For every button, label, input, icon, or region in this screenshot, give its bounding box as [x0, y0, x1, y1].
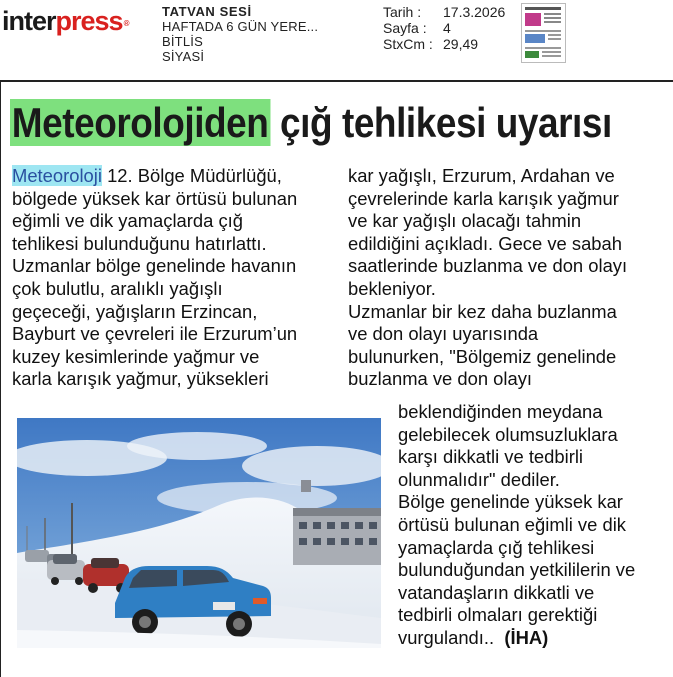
article-line: geçeceği, yağışların Erzincan,	[12, 300, 258, 322]
publication-name: TATVAN SESİ	[162, 4, 252, 19]
logo-part2: press	[55, 6, 123, 36]
article-line: edildiğini açıkladı. Gece ve sabah	[348, 232, 622, 254]
snowy-street-photo	[17, 418, 381, 648]
meta-label: Tarih :	[383, 4, 422, 20]
source-info	[162, 4, 318, 64]
meta-value: 4	[443, 20, 451, 36]
article-line: kar yağışlı, Erzurum, Ardahan ve	[348, 165, 615, 186]
left-border	[0, 82, 1, 677]
article-line: örtüsü bulunan eğimli ve dik	[398, 513, 626, 535]
clip-meta	[383, 4, 505, 52]
meta-label: StxCm :	[383, 36, 433, 52]
closing-text: vurgulandı..	[398, 626, 495, 648]
article-line: karşı dikkatli ve tedbirli	[398, 446, 583, 468]
article-line	[398, 627, 670, 650]
article-line: bölgede yüksek kar örtüsü bulunan	[12, 187, 298, 209]
meta-value: 29,49	[443, 36, 479, 52]
meta-page-row	[383, 20, 505, 36]
keyword-highlight: Meteoroloji	[12, 165, 102, 186]
article-line-text: 12. Bölge Müdürlüğü,	[101, 165, 282, 186]
meta-stxcm-row	[383, 36, 505, 52]
article-line: saatlerinde buzlanma ve don olayı	[348, 255, 628, 277]
article-line: eğimli ve dik yamaçlarda çığ	[12, 210, 243, 232]
article-line: olunmalıdır" dediler.	[398, 468, 560, 490]
article-line: bekleniyor.	[348, 277, 436, 299]
logo-part1: inter	[2, 6, 56, 36]
header-divider	[0, 80, 673, 82]
meta-value: 17.3.2026	[443, 4, 506, 20]
article-line: yamaçlarda çığ tehlikesi	[398, 536, 595, 558]
article-column-2	[348, 165, 670, 391]
article-line: vatandaşların dikkatli ve	[398, 581, 595, 603]
article-line: bulunurken, "Bölgemiz genelinde	[348, 345, 617, 367]
article-line: buzlanma ve don olayı	[348, 368, 533, 390]
news-agency-credit: (İHA)	[504, 626, 549, 648]
page-thumbnail[interactable]	[521, 3, 566, 63]
article-title	[10, 96, 612, 150]
article-line	[12, 165, 342, 188]
article-line: ve don olayı uyarısında	[348, 323, 539, 345]
publication-frequency: HAFTADA 6 GÜN YERE...	[162, 19, 319, 34]
article-line: ve kar yağışlı olacağı tahmin	[348, 210, 582, 232]
article-line: Bölge genelinde yüksek kar	[398, 491, 623, 513]
publication-category: SİYASİ	[162, 49, 205, 64]
article-line: tedbirli olmaları gerektiği	[398, 604, 598, 626]
article-line: beklendiğinden meydana	[398, 401, 603, 422]
article-column-3	[398, 401, 670, 650]
article-line: karla karışık yağmur, yüksekleri	[12, 368, 269, 390]
article-line: bulunduğundan yetkililerin ve	[398, 559, 636, 581]
article-line: Bayburt ve çevreleri ile Erzurum’un	[12, 323, 298, 345]
article-line: kuzey kesimlerinde yağmur ve	[12, 345, 260, 367]
meta-date-row	[383, 4, 505, 20]
article-photo	[17, 418, 381, 648]
article-line: tehlikesi bulunduğunu hatırlattı.	[12, 232, 267, 254]
article-line: Uzmanlar bir kez daha buzlanma	[348, 300, 617, 322]
publication-city: BİTLİS	[162, 34, 203, 49]
article-line: çevrelerinde karla karışık yağmur	[348, 187, 619, 209]
title-highlight: Meteorolojiden	[11, 99, 269, 146]
meta-label: Sayfa :	[383, 20, 427, 36]
article-line: çok bulutlu, aralıklı yağışlı	[12, 277, 223, 299]
article-line: Uzmanlar bölge genelinde havanın	[12, 255, 297, 277]
hilltop-tower	[301, 480, 311, 492]
article-column-1	[12, 165, 342, 391]
cloud	[127, 432, 267, 460]
registered-mark: ®	[123, 19, 129, 28]
article-line: gelebilecek olumsuzluklara	[398, 423, 618, 445]
building-roof	[293, 508, 381, 516]
title-rest: çığ tehlikesi uyarısı	[280, 99, 612, 146]
interpress-logo	[2, 6, 127, 36]
